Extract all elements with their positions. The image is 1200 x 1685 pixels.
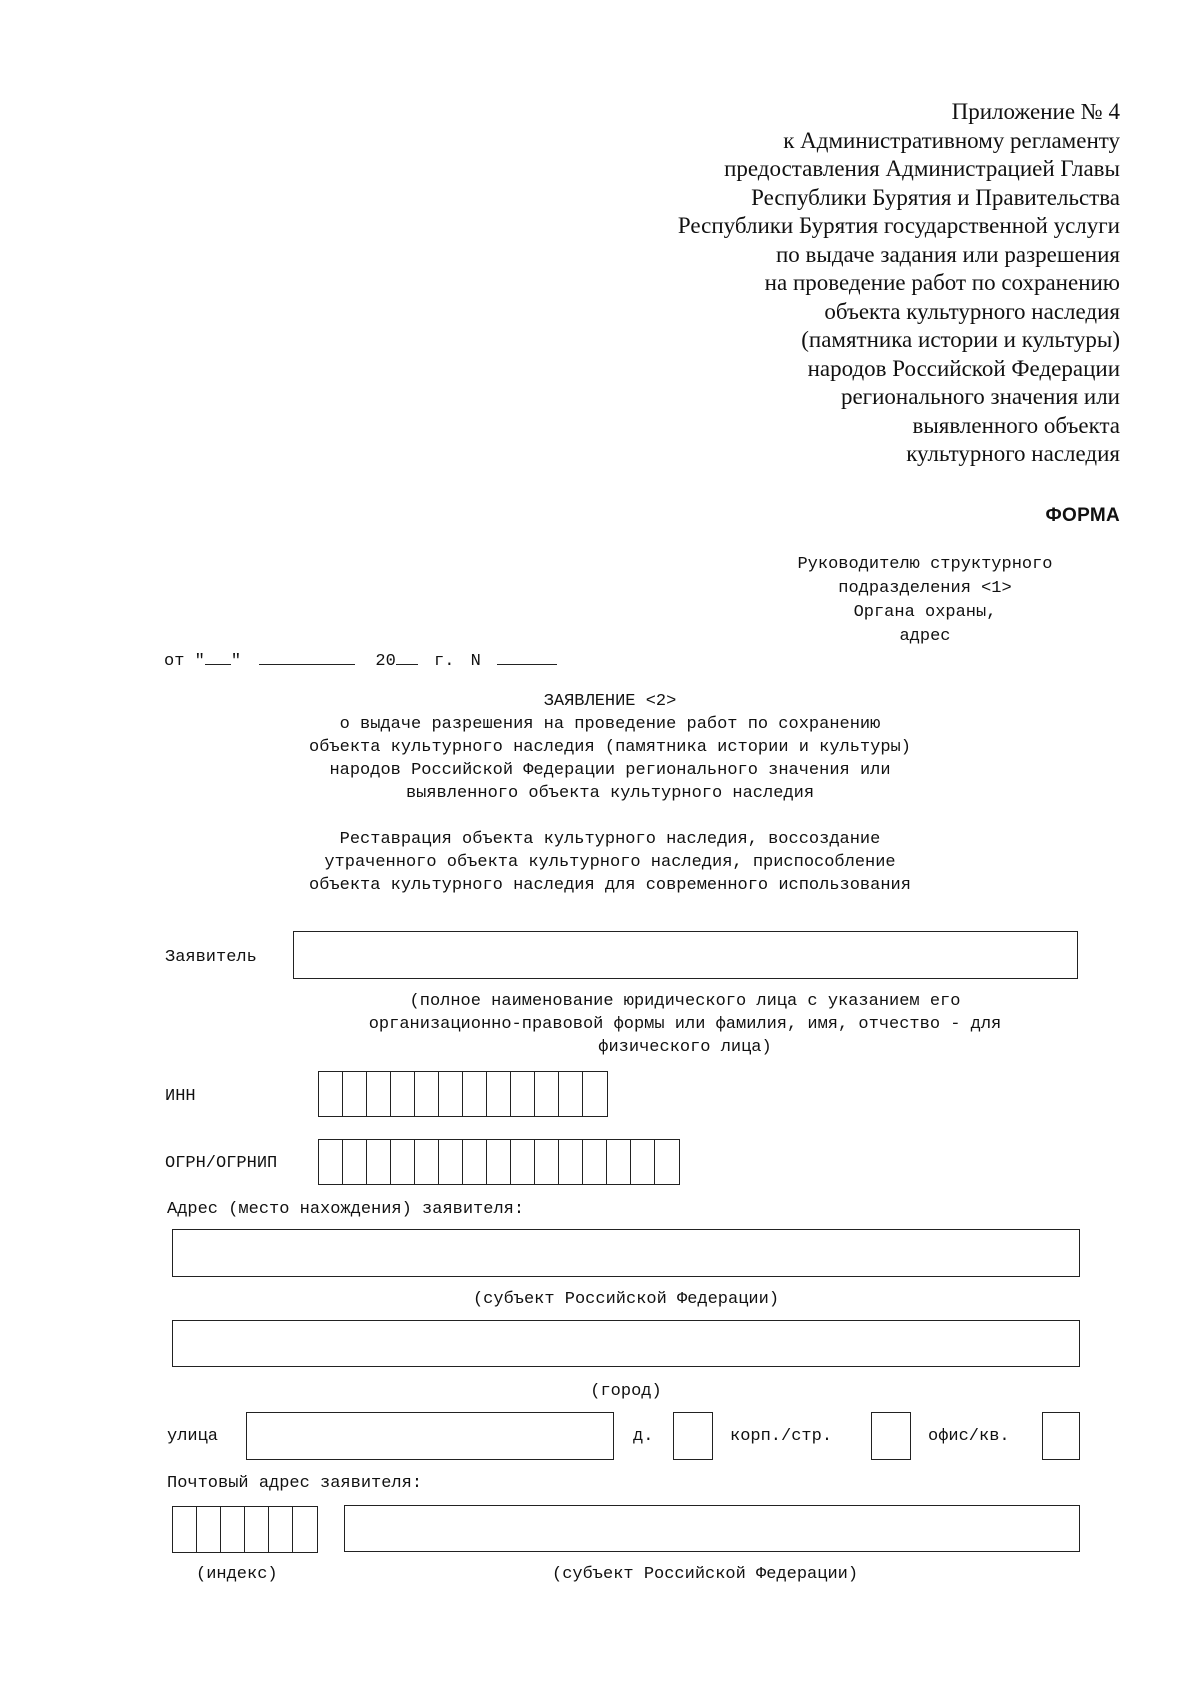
statement-title-line: объекта культурного наследия (памятника истории и культуры)	[309, 738, 911, 757]
ogrn-label: ОГРН/ОГРНИП	[165, 1154, 278, 1173]
ogrn-digit-cell[interactable]	[391, 1140, 415, 1184]
postal-label: Почтовый адрес заявителя:	[167, 1474, 423, 1493]
day-blank[interactable]	[205, 648, 231, 665]
inn-digit-cell[interactable]	[391, 1072, 415, 1116]
addressee-line: Руководителю структурного	[797, 555, 1053, 574]
index-digit-cell[interactable]	[197, 1507, 221, 1552]
ogrn-digit-cell[interactable]	[439, 1140, 463, 1184]
ogrn-digit-cell[interactable]	[319, 1140, 343, 1184]
statement-title-line: выявленного объекта культурного наследия	[405, 784, 815, 803]
postal-subject-caption: (субъект Российской Федерации)	[552, 1565, 859, 1584]
appendix-line: Республики Бурятия государственной услуги	[677, 213, 1120, 238]
applicant-caption-line: (полное наименование юридического лица с указанием его	[409, 992, 961, 1011]
work-type-block	[200, 828, 1020, 897]
addressee-block	[760, 553, 1090, 649]
ogrn-digit-cell[interactable]	[487, 1140, 511, 1184]
appendix-line: на проведение работ по сохранению	[764, 270, 1120, 295]
ogrn-digit-cell[interactable]	[631, 1140, 655, 1184]
ogrn-digit-cell[interactable]	[511, 1140, 535, 1184]
year-suffix: г.	[434, 652, 455, 671]
appendix-line: выявленного объекта	[912, 412, 1120, 438]
inn-digit-cell[interactable]	[439, 1072, 463, 1116]
subject-field[interactable]	[172, 1229, 1080, 1277]
inn-digit-cell[interactable]	[463, 1072, 487, 1116]
inn-digit-cell[interactable]	[583, 1072, 607, 1116]
applicant-caption	[290, 990, 1080, 1059]
statement-title	[200, 690, 1020, 805]
inn-digit-cell[interactable]	[559, 1072, 583, 1116]
appendix-line: регионального значения или	[840, 384, 1120, 409]
ogrn-digit-cell[interactable]	[655, 1140, 679, 1184]
ogrn-digit-cell[interactable]	[343, 1140, 367, 1184]
index-digit-cell[interactable]	[293, 1507, 317, 1552]
applicant-caption-line: физического лица)	[598, 1038, 772, 1057]
addressee-line: адрес	[899, 627, 951, 646]
city-field[interactable]	[172, 1320, 1080, 1367]
year-prefix: 20	[375, 652, 396, 671]
inn-label: ИНН	[165, 1087, 196, 1106]
street-field[interactable]	[246, 1412, 614, 1460]
inn-digit-cell[interactable]	[343, 1072, 367, 1116]
forma-label: ФОРМА	[1045, 505, 1120, 526]
appendix-line: культурного наследия	[906, 441, 1120, 466]
address-label: Адрес (место нахождения) заявителя:	[167, 1200, 525, 1219]
work-type-line: Реставрация объекта культурного наследия, воссоздание	[339, 830, 881, 849]
ogrn-digit-cell[interactable]	[463, 1140, 487, 1184]
applicant-label: Заявитель	[165, 948, 257, 967]
inn-digit-cell[interactable]	[415, 1072, 439, 1116]
addressee-line: подразделения <1>	[838, 579, 1012, 598]
index-digit-cell[interactable]	[221, 1507, 245, 1552]
work-type-line: утраченного объекта культурного наследия, приспособление	[324, 853, 896, 872]
ogrn-digit-cell[interactable]	[583, 1140, 607, 1184]
ogrn-digit-cell[interactable]	[415, 1140, 439, 1184]
date-quote-close: "	[230, 652, 242, 671]
number-blank[interactable]	[497, 648, 557, 665]
inn-field[interactable]	[318, 1071, 608, 1117]
statement-title-line: народов Российской Федерации регионального значения или	[329, 761, 891, 780]
ogrn-digit-cell[interactable]	[559, 1140, 583, 1184]
house-label: д.	[633, 1427, 654, 1446]
year-blank[interactable]	[396, 648, 418, 665]
postal-subject-field[interactable]	[344, 1505, 1080, 1552]
month-blank[interactable]	[259, 648, 355, 665]
house-field[interactable]	[673, 1412, 713, 1460]
addressee-line: Органа охраны,	[853, 603, 997, 622]
inn-digit-cell[interactable]	[535, 1072, 559, 1116]
appendix-line: предоставления Администрацией Главы	[724, 156, 1120, 181]
index-digit-cell[interactable]	[269, 1507, 293, 1552]
building-field[interactable]	[871, 1412, 911, 1460]
office-field[interactable]	[1042, 1412, 1080, 1460]
index-digit-cell[interactable]	[173, 1507, 197, 1552]
statement-heading: ЗАЯВЛЕНИЕ <2>	[543, 692, 677, 711]
inn-digit-cell[interactable]	[487, 1072, 511, 1116]
number-prefix: N	[470, 652, 481, 671]
appendix-line: по выдаче задания или разрешения	[775, 241, 1120, 267]
ogrn-digit-cell[interactable]	[607, 1140, 631, 1184]
ogrn-digit-cell[interactable]	[535, 1140, 559, 1184]
applicant-field[interactable]	[293, 931, 1078, 979]
inn-digit-cell[interactable]	[367, 1072, 391, 1116]
appendix-line: Республики Бурятия и Правительства	[751, 184, 1120, 210]
city-caption: (город)	[590, 1382, 662, 1401]
index-digit-cell[interactable]	[245, 1507, 269, 1552]
appendix-line: народов Российской Федерации	[807, 355, 1120, 381]
date-line	[164, 648, 557, 671]
work-type-line: объекта культурного наследия для современного использования	[309, 876, 911, 895]
subject-caption: (субъект Российской Федерации)	[472, 1290, 780, 1309]
inn-digit-cell[interactable]	[511, 1072, 535, 1116]
index-caption: (индекс)	[196, 1565, 278, 1584]
appendix-line: к Административному регламенту	[783, 127, 1120, 153]
street-label: улица	[167, 1427, 219, 1446]
date-prefix: от "	[164, 652, 205, 671]
applicant-caption-line: организационно-правовой формы или фамилия, имя, отчество - для	[368, 1015, 1002, 1034]
ogrn-field[interactable]	[318, 1139, 680, 1185]
statement-title-line: о выдаче разрешения на проведение работ по сохранению	[339, 715, 881, 734]
office-label: офис/кв.	[928, 1427, 1010, 1446]
appendix-line: Приложение № 4	[951, 99, 1120, 124]
appendix-line: (памятника истории и культуры)	[801, 327, 1120, 352]
appendix-line: объекта культурного наследия	[824, 298, 1120, 324]
appendix-header	[600, 98, 1120, 469]
inn-digit-cell[interactable]	[319, 1072, 343, 1116]
building-label: корп./стр.	[730, 1427, 833, 1446]
postal-index-field[interactable]	[172, 1506, 318, 1553]
ogrn-digit-cell[interactable]	[367, 1140, 391, 1184]
